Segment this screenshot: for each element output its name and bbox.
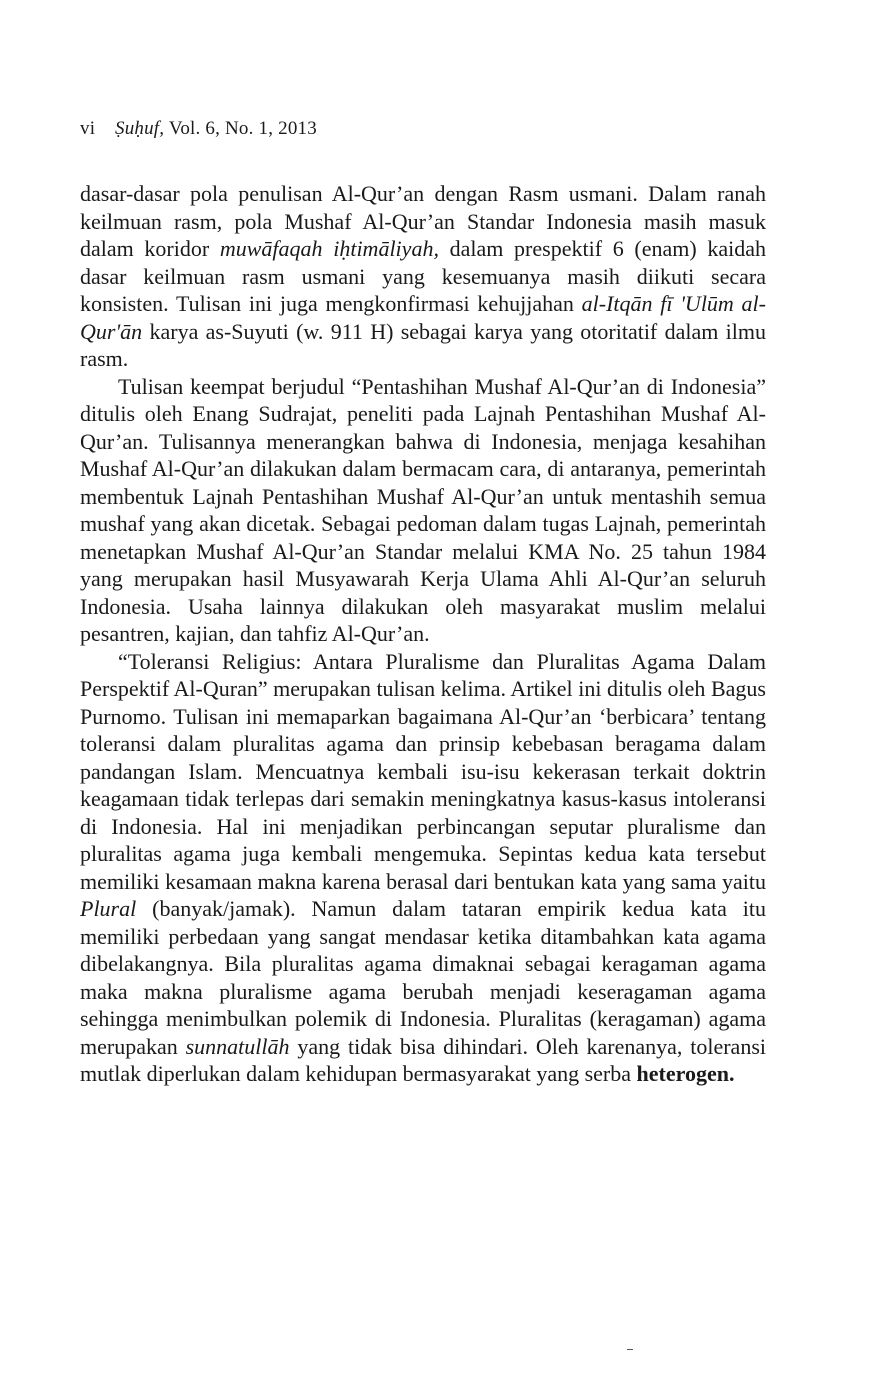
scan-mark	[627, 1349, 633, 1350]
paragraph-text: (banyak/jamak). Namun dalam tataran empirik kedua kata itu memiliki perbedaan yang sangat mendasar ketika ditambahkan kata agama dibelakangnya. Bila pluralitas agama dimaknai sebagai keragaman agama maka makna pluralisme agama berubah menjadi keseragaman agama sehingga menimbulkan polemik di Indonesia. Pluralitas (keragaman) agama merupakan	[80, 896, 766, 1059]
paragraph-text: dasar-dasar pola penulisan Al-Qur’an dengan Rasm usmani. Dalam ranah keilmuan rasm, pola Mushaf Al-Qur’an Standar Indonesia masih masuk dalam koridor	[80, 181, 766, 261]
italic-book-title: al-Itqān fī 'Ulūm al-Qur'ān	[80, 291, 766, 344]
paragraph-text: dalam prespektif 6 (enam) kaidah dasar keilmuan rasm usmani yang kesemuanya masih diikuti secara konsisten. Tulisan ini juga mengkonfirmasi kehujjahan	[80, 236, 766, 316]
journal-issue: Vol. 6, No. 1, 2013	[168, 118, 317, 139]
page-number: vi	[80, 118, 96, 139]
paragraph-fifth-article	[80, 648, 766, 1088]
running-header	[80, 118, 317, 140]
body-text	[80, 180, 766, 1088]
italic-term: muwāfaqah iḥtimāliyah,	[219, 236, 439, 261]
journal-title: Ṣuḥuf,	[115, 118, 165, 139]
paragraph-fourth-article	[80, 373, 766, 648]
paragraph-text: “Toleransi Religius: Antara Pluralisme dan Pluralitas Agama Dalam Perspektif Al-Quran” merupakan tulisan kelima. Artikel ini ditulis oleh Bagus Purnomo. Tulisan ini memaparkan bagaimana Al-Qur’an ‘berbicara’ tentang toleransi dalam pluralitas agama dan prinsip kebebasan beragama dalam pandangan Islam. Mencuatnya kembali isu-isu kekerasan terkait doktrin keagamaan tidak terlepas dari semakin meningkatnya kasus-kasus intoleransi di Indonesia. Hal ini menjadikan perbincangan seputar pluralisme dan pluralitas agama juga kembali mengemuka. Sepintas kedua kata tersebut memiliki kesamaan makna karena berasal dari bentukan kata yang sama yaitu	[80, 648, 766, 894]
paragraph-continued	[80, 180, 766, 373]
paragraph-text: Tulisan keempat berjudul “Pentashihan Mushaf Al-Qur’an di Indonesia” ditulis oleh Enang Sudrajat, peneliti pada Lajnah Pentashihan Mushaf Al-Qur’an. Tulisannya menerangkan bahwa di Indonesia, menjaga kesahihan Mushaf Al-Qur’an dilakukan dalam bermacam cara, di antaranya, pemerintah membentuk Lajnah Pentashihan Mushaf Al-Qur’an untuk mentashih semua mushaf yang akan dicetak. Sebagai pedoman dalam tugas Lajnah, pemerintah menetapkan Mushaf Al-Qur’an Standar melalui KMA No. 25 tahun 1984 yang merupakan hasil Musyawarah Kerja Ulama Ahli Al-Qur’an seluruh Indonesia. Usaha lainnya dilakukan oleh masyarakat muslim melalui pesantren, kajian, dan tahfiz Al-Qur’an.	[80, 373, 766, 646]
paragraph-text: karya as-Suyuti (w. 911 H) sebagai karya yang otoritatif dalam ilmu rasm.	[80, 318, 766, 371]
paragraph-text: yang tidak bisa dihindari. Oleh karenanya, toleransi mutlak diperlukan dalam kehidupan bermasyarakat yang serba	[80, 1033, 766, 1086]
italic-term: Plural	[80, 896, 137, 921]
bold-word: heterogen.	[636, 1061, 735, 1086]
italic-term: sunnatullāh	[185, 1033, 290, 1059]
